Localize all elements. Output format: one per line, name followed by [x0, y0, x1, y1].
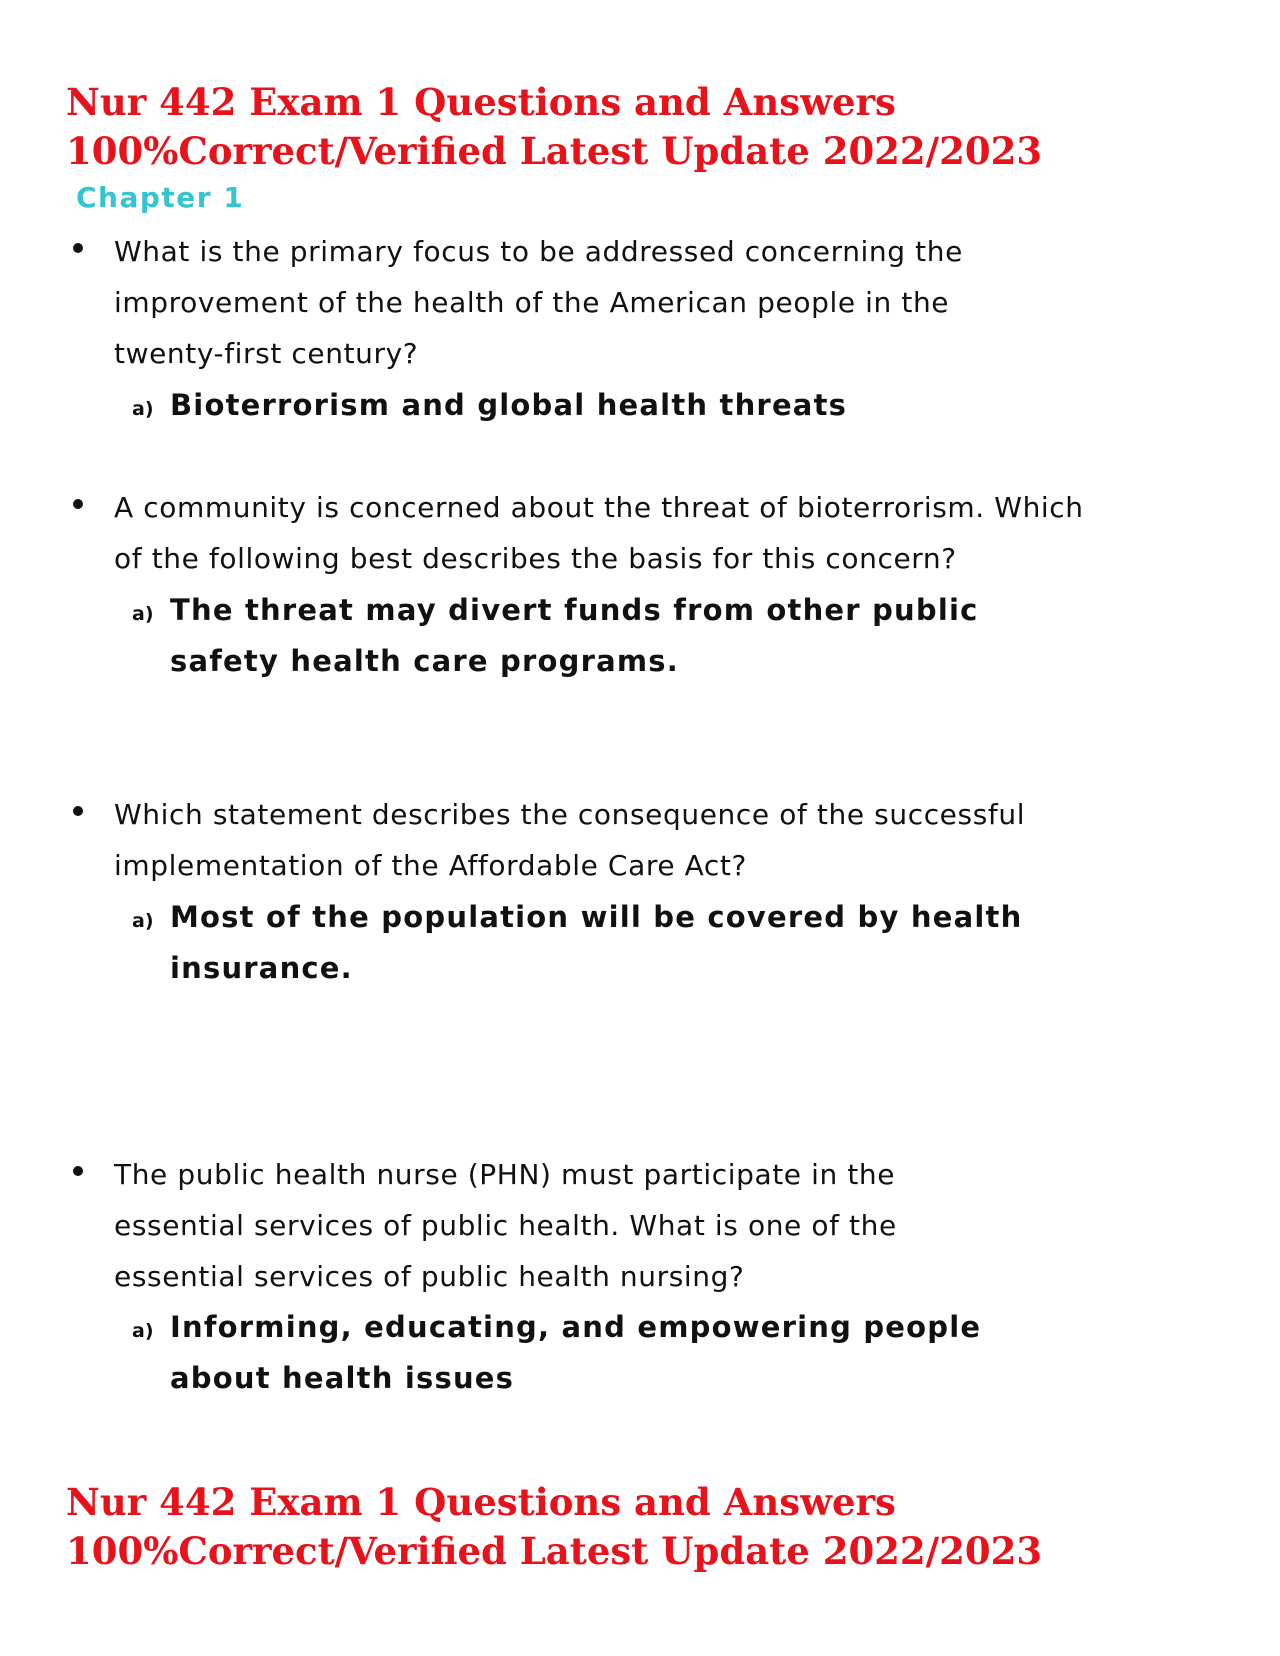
question-text: Which statement describes the consequence of the successful implementation of the Affordable Care Act? [114, 798, 1026, 882]
question-text: The public health nurse (PHN) must participate in the essential services of public health. What is one of the essential services of public health nursing? [114, 1158, 897, 1293]
answer-marker: a) [132, 603, 154, 625]
answer-text: The threat may divert funds from other public safety health care programs. [170, 593, 979, 678]
answer-marker: a) [132, 398, 154, 420]
title-line-2: 100%Correct/Verified Latest Update 2022/2023 [66, 129, 1043, 173]
footer-title-line-2: 100%Correct/Verified Latest Update 2022/2023 [66, 1529, 1043, 1573]
answer-text: Bioterrorism and global health threats [170, 388, 848, 422]
bullet-icon [73, 1166, 83, 1176]
answer-marker: a) [132, 1320, 154, 1342]
answer-text: Most of the population will be covered by health insurance. [170, 900, 1023, 985]
bullet-icon [73, 806, 83, 816]
bullet-icon [73, 499, 83, 509]
footer-title-line-1: Nur 442 Exam 1 Questions and Answers [66, 1480, 896, 1524]
answer-text: Informing, educating, and empowering people about health issues [170, 1310, 982, 1395]
bullet-icon [73, 243, 83, 253]
chapter-heading: Chapter 1 [76, 181, 245, 214]
footer-title [66, 1478, 1042, 1576]
page-title [66, 78, 1042, 176]
question-text: A community is concerned about the threat of bioterrorism. Which of the following best describes the basis for this concern? [114, 491, 1084, 575]
answer-marker: a) [132, 910, 154, 932]
title-line-1: Nur 442 Exam 1 Questions and Answers [66, 80, 896, 124]
question-text: What is the primary focus to be addressed concerning the improvement of the health of the American people in the twenty-first century? [114, 235, 963, 370]
